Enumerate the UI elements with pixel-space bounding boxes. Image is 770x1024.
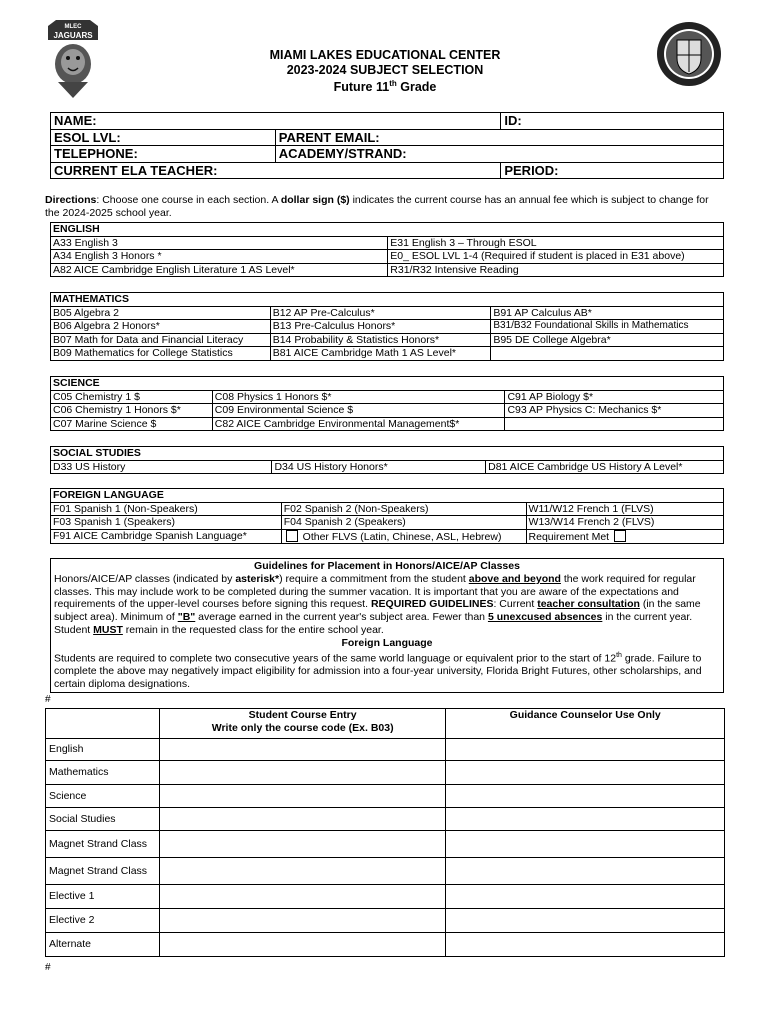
- counselor-cell[interactable]: [446, 885, 725, 909]
- section-title: ENGLISH: [51, 223, 724, 237]
- course-entry-cell[interactable]: [159, 739, 446, 761]
- counselor-cell[interactable]: [446, 933, 725, 957]
- id-field[interactable]: ID:: [501, 113, 724, 130]
- period-field[interactable]: PERIOD:: [501, 162, 724, 179]
- counselor-cell[interactable]: [446, 785, 725, 808]
- course-entry-cell[interactable]: [159, 808, 446, 831]
- course-option[interactable]: F04 Spanish 2 (Speakers): [281, 516, 526, 530]
- course-entry-cell[interactable]: [159, 858, 446, 885]
- guidelines-box: [50, 558, 724, 693]
- course-option[interactable]: C05 Chemistry 1 $: [51, 390, 213, 404]
- empty-cell: [46, 709, 160, 739]
- course-option[interactable]: B12 AP Pre-Calculus*: [270, 306, 491, 320]
- course-option[interactable]: C07 Marine Science $: [51, 417, 213, 431]
- course-option[interactable]: C93 AP Physics C: Mechanics $*: [505, 404, 724, 418]
- section-title: MATHEMATICS: [51, 293, 724, 307]
- course-option[interactable]: F03 Spanish 1 (Speakers): [51, 516, 282, 530]
- student-info-table: [50, 112, 724, 179]
- row-label: English: [46, 739, 160, 761]
- hash-mark: #: [45, 694, 51, 705]
- course-option[interactable]: A34 English 3 Honors *: [51, 250, 388, 264]
- page-header: [0, 48, 770, 95]
- hash-mark: #: [45, 962, 51, 973]
- academy-field[interactable]: ACADEMY/STRAND:: [275, 146, 723, 163]
- english-section: [50, 222, 724, 277]
- svg-text:MLEC: MLEC: [64, 24, 82, 30]
- math-section: [50, 292, 724, 361]
- row-label: Elective 2: [46, 909, 160, 933]
- course-option[interactable]: W13/W14 French 2 (FLVS): [526, 516, 723, 530]
- course-option[interactable]: E0_ ESOL LVL 1-4 (Required if student is placed in E31 above): [388, 250, 724, 264]
- row-label: Alternate: [46, 933, 160, 957]
- course-entry-cell[interactable]: [159, 761, 446, 785]
- science-section: [50, 376, 724, 431]
- school-name: MIAMI LAKES EDUCATIONAL CENTER: [269, 48, 501, 62]
- course-option-other-flvs[interactable]: Other FLVS (Latin, Chinese, ASL, Hebrew): [281, 529, 526, 544]
- section-title: FOREIGN LANGUAGE: [51, 489, 724, 503]
- course-option[interactable]: C08 Physics 1 Honors $*: [212, 390, 505, 404]
- course-entry-cell[interactable]: [159, 831, 446, 858]
- course-option[interactable]: D34 US History Honors*: [272, 460, 486, 474]
- row-label: Magnet Strand Class: [46, 858, 160, 885]
- directions: Directions: Choose one course in each section. A dollar sign ($) indicates the current course has an annual fee which is subject to change for the 2024-2025 school year.: [45, 194, 709, 219]
- empty-cell: [505, 417, 724, 431]
- ela-teacher-field[interactable]: CURRENT ELA TEACHER:: [51, 162, 501, 179]
- course-option[interactable]: C06 Chemistry 1 Honors $*: [51, 404, 213, 418]
- counselor-cell[interactable]: [446, 831, 725, 858]
- esol-field[interactable]: ESOL LVL:: [51, 129, 276, 146]
- parent-email-field[interactable]: PARENT EMAIL:: [275, 129, 723, 146]
- course-option[interactable]: F91 AICE Cambridge Spanish Language*: [51, 529, 282, 544]
- guidelines-text: Honors/AICE/AP classes (indicated by asterisk*) require a commitment from the student above and beyond the work required for regular classes. This may include work to be completed during the summer vacation. It is important that you are aware of the expectations and requirements of the upper-level courses before signing this request. REQUIRED GUIDELINES: Current teacher consultation (in the same subject area). Minimum of "B" average earned in the current year's subject area. Fewer than 5 unexcused absences in the current year. Student MUST remain in the requested class for the entire school year.: [54, 572, 701, 636]
- row-label: Social Studies: [46, 808, 160, 831]
- empty-cell: [491, 347, 724, 361]
- telephone-field[interactable]: TELEPHONE:: [51, 146, 276, 163]
- course-option[interactable]: B95 DE College Algebra*: [491, 333, 724, 347]
- course-option[interactable]: W11/W12 French 1 (FLVS): [526, 502, 723, 516]
- course-option[interactable]: B81 AICE Cambridge Math 1 AS Level*: [270, 347, 491, 361]
- row-label: Elective 1: [46, 885, 160, 909]
- requirement-met-checkbox[interactable]: [614, 530, 626, 542]
- course-option[interactable]: E31 English 3 – Through ESOL: [388, 236, 724, 250]
- course-option[interactable]: B09 Mathematics for College Statistics: [51, 347, 271, 361]
- counselor-cell[interactable]: [446, 858, 725, 885]
- course-option[interactable]: D81 AICE Cambridge US History A Level*: [486, 460, 724, 474]
- form-title: 2023-2024 SUBJECT SELECTION: [286, 62, 484, 77]
- course-entry-cell[interactable]: [159, 785, 446, 808]
- course-option-requirement-met[interactable]: Requirement Met: [526, 529, 723, 544]
- counselor-cell[interactable]: [446, 808, 725, 831]
- foreign-language-title: Foreign Language: [341, 636, 433, 649]
- course-option[interactable]: F01 Spanish 1 (Non-Speakers): [51, 502, 282, 516]
- section-title: SOCIAL STUDIES: [51, 447, 724, 461]
- course-option[interactable]: B14 Probability & Statistics Honors*: [270, 333, 491, 347]
- grade-title: Future 11th Grade: [333, 79, 437, 95]
- social-studies-section: [50, 446, 724, 474]
- course-option[interactable]: B07 Math for Data and Financial Literacy: [51, 333, 271, 347]
- name-field[interactable]: NAME:: [51, 113, 501, 130]
- foreign-language-section: [50, 488, 724, 544]
- course-option[interactable]: A82 AICE Cambridge English Literature 1 AS Level*: [51, 263, 388, 277]
- student-entry-header: Student Course Entry Write only the course code (Ex. B03): [159, 709, 446, 739]
- course-option[interactable]: B91 AP Calculus AB*: [491, 306, 724, 320]
- course-option[interactable]: C09 Environmental Science $: [212, 404, 505, 418]
- counselor-cell[interactable]: [446, 739, 725, 761]
- course-entry-table: [45, 708, 725, 957]
- svg-text:JAGUARS: JAGUARS: [53, 31, 93, 40]
- counselor-header: Guidance Counselor Use Only: [446, 709, 725, 739]
- course-option[interactable]: C91 AP Biology $*: [505, 390, 724, 404]
- foreign-language-text: Students are required to complete two consecutive years of the same world language or equivalent prior to the start of 12th grade. Failure to complete the above may negatively impact eligibility for admission into a four-year university, Florida Bright Futures, other scholarships, and certain diploma designations.: [54, 651, 702, 690]
- other-flvs-checkbox[interactable]: [286, 530, 298, 542]
- guidelines-title: Guidelines for Placement in Honors/AICE/AP Classes: [254, 560, 520, 572]
- row-label: Magnet Strand Class: [46, 831, 160, 858]
- section-title: SCIENCE: [51, 377, 724, 391]
- course-option[interactable]: A33 English 3: [51, 236, 388, 250]
- course-entry-cell[interactable]: [159, 933, 446, 957]
- course-option[interactable]: B31/B32 Foundational Skills in Mathematics: [491, 320, 724, 334]
- course-entry-cell[interactable]: [159, 909, 446, 933]
- row-label: Mathematics: [46, 761, 160, 785]
- row-label: Science: [46, 785, 160, 808]
- course-option[interactable]: B06 Algebra 2 Honors*: [51, 320, 271, 334]
- course-option[interactable]: B13 Pre-Calculus Honors*: [270, 320, 491, 334]
- counselor-cell[interactable]: [446, 761, 725, 785]
- counselor-cell[interactable]: [446, 909, 725, 933]
- course-option[interactable]: F02 Spanish 2 (Non-Speakers): [281, 502, 526, 516]
- course-option[interactable]: R31/R32 Intensive Reading: [388, 263, 724, 277]
- course-option[interactable]: D33 US History: [51, 460, 272, 474]
- course-option[interactable]: C82 AICE Cambridge Environmental Management$*: [212, 417, 505, 431]
- course-option[interactable]: B05 Algebra 2: [51, 306, 271, 320]
- course-entry-cell[interactable]: [159, 885, 446, 909]
